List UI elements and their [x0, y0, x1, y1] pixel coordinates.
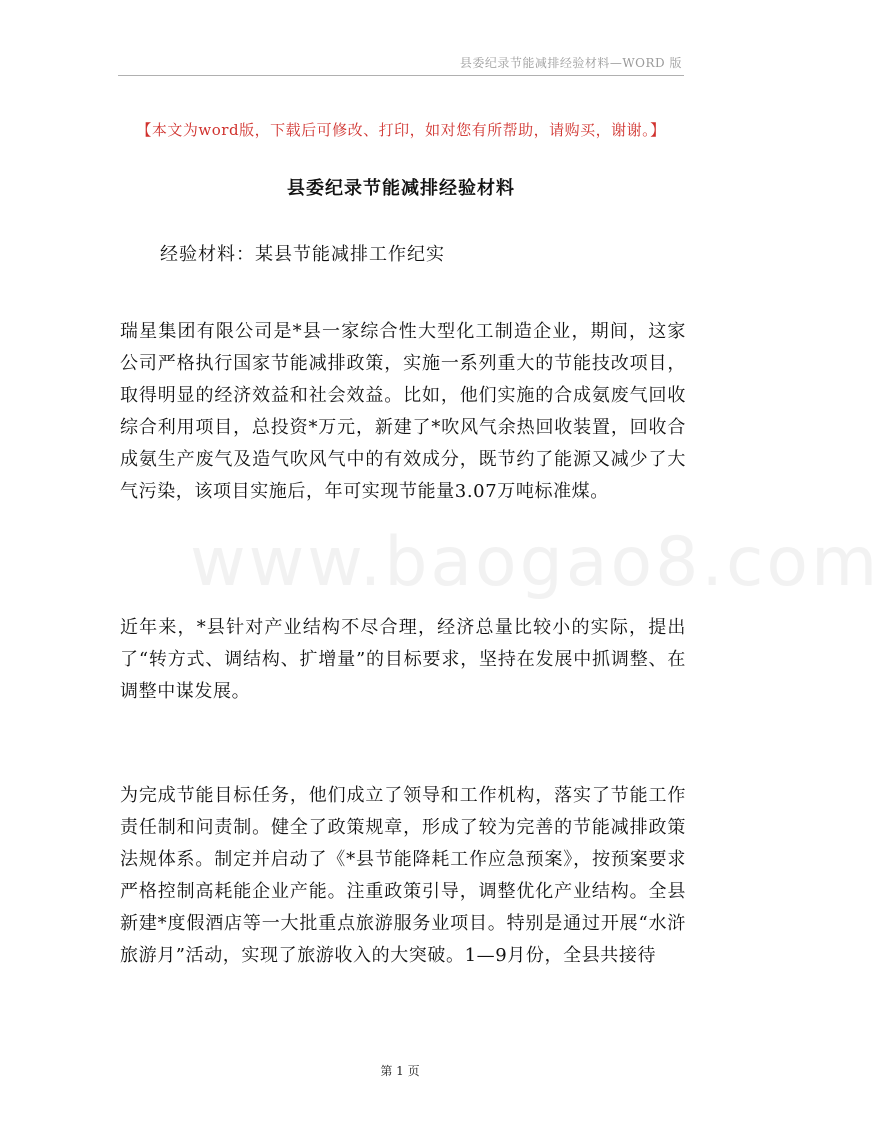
paragraph-2: 近年来，*县针对产业结构不尽合理，经济总量比较小的实际，提出了“转方式、调结构、扩增量”的目标要求，坚持在发展中抓调整、在调整中谋发展。: [120, 617, 686, 702]
paragraph-3: 为完成节能目标任务，他们成立了领导和工作机构，落实了节能工作责任制和问责制。健全了政策规章，形成了较为完善的节能减排政策法规体系。制定并启动了《*县节能降耗工作应急预案》，按预案要求严格控制高耗能企业产能。注重政策引导，调整优化产业结构。全县新建*度假酒店等一大批重点旅游服务业项目。特别是通过开展“水浒旅游月”活动，实现了旅游收入的大突破。1—9月份，全县共接待: [120, 785, 686, 966]
document-subtitle: 经验材料：某县节能减排工作纪实: [160, 244, 445, 265]
download-notice: 【本文为word版，下载后可修改、打印，如对您有所帮助，请购买，谢谢。】: [136, 121, 666, 139]
page-number: 第 1 页: [380, 1064, 420, 1078]
header-rule: [118, 75, 684, 76]
paragraph-1: 瑞星集团有限公司是*县一家综合性大型化工制造企业，期间，这家公司严格执行国家节能减排政策，实施一系列重大的节能技改项目，取得明显的经济效益和社会效益。比如，他们实施的合成氨废气回收综合利用项目，总投资*万元，新建了*吹风气余热回收装置，回收合成氨生产废气及造气吹风气中的有效成分，既节约了能源又减少了大气污染，该项目实施后，年可实现节能量3.07万吨标准煤。: [120, 321, 686, 502]
document-title: 县委纪录节能减排经验材料: [287, 178, 515, 199]
watermark: www.baogao8.com: [190, 523, 880, 602]
header-text: 县委纪录节能减排经验材料—WORD 版: [459, 56, 682, 70]
